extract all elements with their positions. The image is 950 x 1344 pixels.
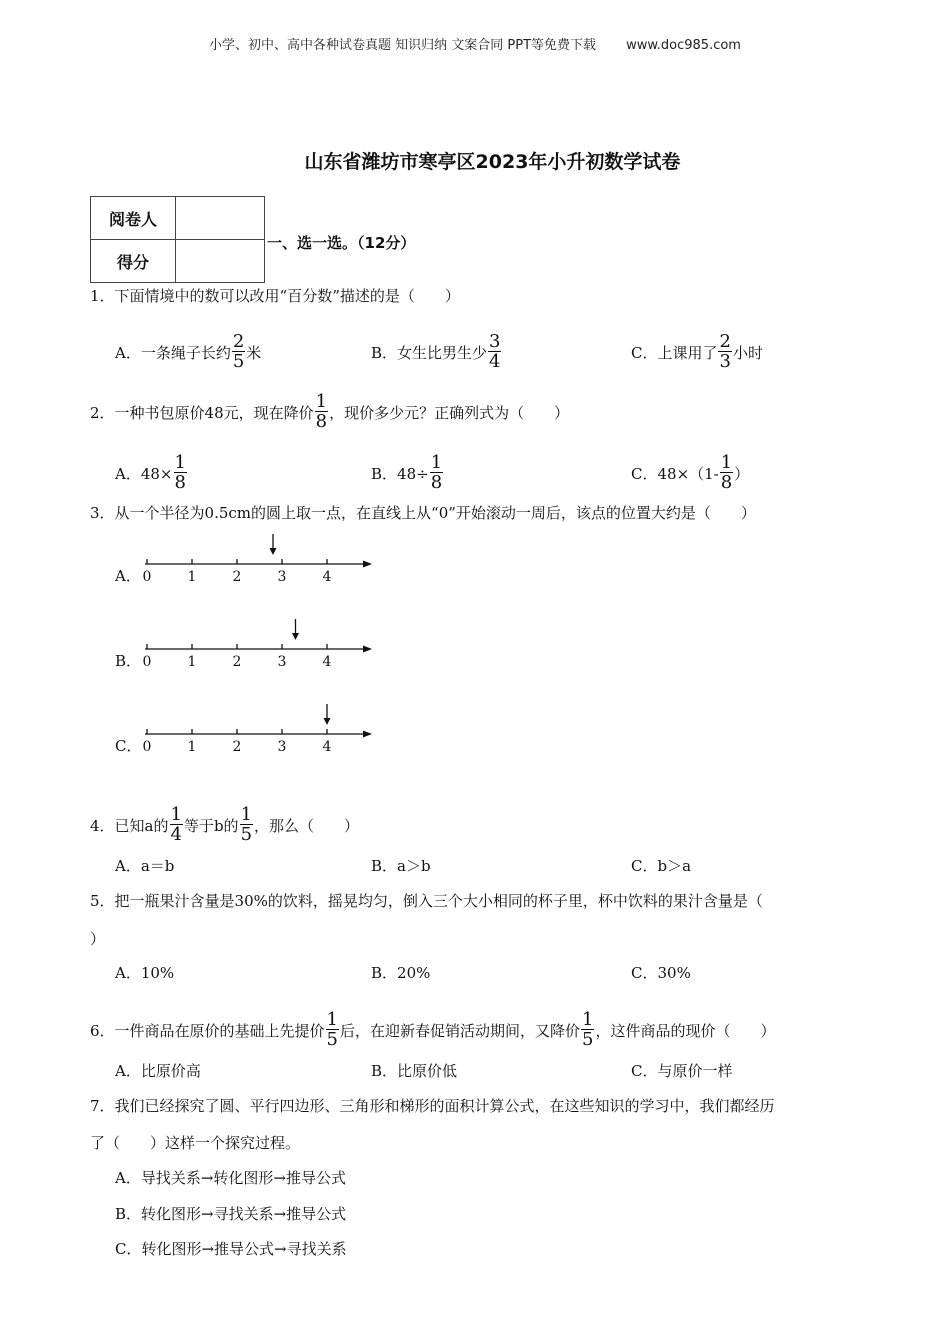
q2-c-text: C．48×（1- [631, 465, 719, 483]
tick-label: 1 [187, 654, 197, 670]
tick-label: 0 [142, 739, 152, 755]
q1-a-den: 5 [232, 351, 245, 372]
tick-label: 3 [277, 654, 287, 670]
page-header [0, 34, 950, 53]
q1-c-num: 2 [719, 331, 731, 352]
q1-b-fraction [488, 332, 501, 372]
q3-number-line-c[interactable] [140, 700, 380, 760]
q4-num-1: 1 [170, 804, 182, 825]
tick-label: 4 [322, 739, 332, 755]
position-arrow-head [270, 548, 277, 555]
tick-label: 1 [187, 569, 197, 585]
q4-fraction-2 [240, 805, 253, 845]
question-6-stem [90, 1009, 776, 1052]
q2-pre: 2．一种书包原价48元，现在降价 [90, 404, 314, 422]
position-arrow-head [324, 718, 331, 725]
q4-option-a[interactable]: A．a＝b [115, 857, 175, 875]
q7-option-a[interactable]: A．导找关系→转化图形→推导公式 [115, 1169, 346, 1187]
axis-arrowhead [363, 731, 372, 738]
q2-b-text: B．48÷ [371, 465, 429, 483]
question-2-stem [90, 391, 570, 434]
q6-den-2: 5 [582, 1029, 594, 1050]
q2-num: 1 [315, 391, 328, 412]
q2-option-c[interactable] [631, 452, 750, 495]
q6-fraction-1 [326, 1010, 339, 1050]
q1-b-num: 3 [489, 331, 501, 352]
q1-c-post: 小时 [732, 344, 763, 362]
score-cell [176, 240, 265, 283]
tick-label: 2 [232, 654, 242, 670]
q4-fraction-1 [170, 805, 183, 845]
q3-number-line-a[interactable] [140, 530, 380, 590]
q2-option-b[interactable] [371, 452, 444, 495]
q3-number-line-b[interactable] [140, 615, 380, 675]
grader-cell [176, 197, 265, 240]
q7-option-b[interactable]: B．转化图形→寻找关系→推导公式 [115, 1205, 347, 1223]
question-7-line-1: 7．我们已经探究了圆、平行四边形、三角形和梯形的面积计算公式，在这些知识的学习中，我们都经历 [90, 1097, 775, 1115]
tick-label: 4 [322, 569, 332, 585]
question-7-line-2: 了（ ）这样一个探究过程。 [90, 1134, 301, 1152]
grader-label: 阅卷人 [91, 197, 176, 240]
q1-c-fraction [718, 332, 731, 372]
question-4-stem [90, 804, 360, 847]
q6-mid: 后，在迎新春促销活动期间，又降价 [340, 1022, 581, 1040]
tick-label: 4 [322, 654, 332, 670]
tick-label: 2 [232, 739, 242, 755]
q5-option-a[interactable]: A．10% [115, 964, 175, 982]
q3-option-b-label[interactable]: B． [115, 652, 142, 670]
q1-a-text: A．一条绳子长约 [115, 344, 231, 362]
tick-label: 1 [187, 739, 197, 755]
q4-num-2: 1 [240, 804, 253, 825]
score-label: 得分 [91, 240, 176, 283]
q4-den-2: 5 [240, 824, 253, 845]
q4-post: ，那么（ ） [254, 817, 360, 835]
tick-label: 0 [142, 654, 152, 670]
q1-b-den: 4 [489, 351, 501, 372]
q4-option-c[interactable]: C．b＞a [631, 857, 692, 875]
q6-pre: 6．一件商品在原价的基础上先提价 [90, 1022, 325, 1040]
q6-option-c[interactable]: C．与原价一样 [631, 1062, 733, 1080]
tick-label: 3 [277, 739, 287, 755]
q6-option-b[interactable]: B．比原价低 [371, 1062, 458, 1080]
q1-b-text: B．女生比男生少 [371, 344, 488, 362]
q1-option-c[interactable] [631, 331, 763, 374]
q2-c-num: 1 [720, 452, 733, 473]
q2-b-fraction [430, 453, 443, 493]
q2-c-fraction [720, 453, 733, 493]
q6-num-1: 1 [326, 1009, 338, 1030]
q2-fraction [315, 392, 328, 432]
tick-label: 2 [232, 569, 242, 585]
header-site[interactable]: www.doc985.com [626, 38, 741, 53]
q4-option-b[interactable]: B．a＞b [371, 857, 431, 875]
axis-arrowhead [363, 561, 372, 568]
q4-den-1: 4 [170, 824, 182, 845]
q6-option-a[interactable]: A．比原价高 [115, 1062, 201, 1080]
q6-num-2: 1 [582, 1009, 594, 1030]
q2-den: 8 [315, 411, 328, 432]
q6-fraction-2 [581, 1010, 594, 1050]
q1-a-num: 2 [232, 331, 245, 352]
q2-a-text: A．48× [115, 465, 173, 483]
q4-mid: 等于b的 [183, 817, 239, 835]
q2-b-den: 8 [430, 472, 443, 493]
q2-c-post: ） [734, 465, 750, 483]
question-5-line-1: 5．把一瓶果汁含量是30%的饮料，摇晃均匀，倒入三个大小相同的杯子里，杯中饮料的果汁含量是（ [90, 892, 763, 910]
q1-a-fraction [232, 332, 245, 372]
header-text: 小学、初中、高中各种试卷真题 知识归纳 文案合同 PPT等免费下载 [209, 38, 597, 53]
q3-option-a-label[interactable]: A． [115, 567, 141, 585]
q2-post: ，现价多少元？正确列式为（ ） [329, 404, 570, 422]
q3-option-c-label[interactable]: C． [115, 737, 142, 755]
q6-post: ，这件商品的现价（ ） [595, 1022, 776, 1040]
q7-option-c[interactable]: C．转化图形→推导公式→寻找关系 [115, 1240, 347, 1258]
q2-a-den: 8 [174, 472, 186, 493]
question-1-stem: 1．下面情境中的数可以改用“百分数”描述的是（ ） [90, 287, 460, 305]
q5-option-b[interactable]: B．20% [371, 964, 431, 982]
q2-a-num: 1 [174, 452, 186, 473]
q2-b-num: 1 [430, 452, 443, 473]
q1-c-den: 3 [719, 351, 731, 372]
q1-option-b[interactable] [371, 331, 502, 374]
section-heading: 一、选一选。（12分） [267, 234, 416, 252]
position-arrow-head [292, 633, 299, 640]
tick-label: 3 [277, 569, 287, 585]
q2-option-a[interactable] [115, 452, 188, 495]
q2-c-den: 8 [720, 472, 733, 493]
q1-option-a[interactable] [115, 331, 262, 374]
q5-option-c[interactable]: C．30% [631, 964, 691, 982]
q2-a-fraction [174, 453, 187, 493]
question-5-line-2: ） [90, 930, 106, 948]
axis-arrowhead [363, 646, 372, 653]
q4-pre: 4．已知a的 [90, 817, 169, 835]
q1-c-text: C．上课用了 [631, 344, 718, 362]
score-table [90, 196, 265, 283]
q6-den-1: 5 [326, 1029, 338, 1050]
tick-label: 0 [142, 569, 152, 585]
q1-a-post: 米 [246, 344, 262, 362]
page-title: 山东省潍坊市寒亭区2023年小升初数学试卷 [304, 151, 681, 173]
question-3-stem: 3．从一个半径为0.5cm的圆上取一点，在直线上从“0”开始滚动一周后，该点的位置大约是（ ） [90, 504, 756, 522]
